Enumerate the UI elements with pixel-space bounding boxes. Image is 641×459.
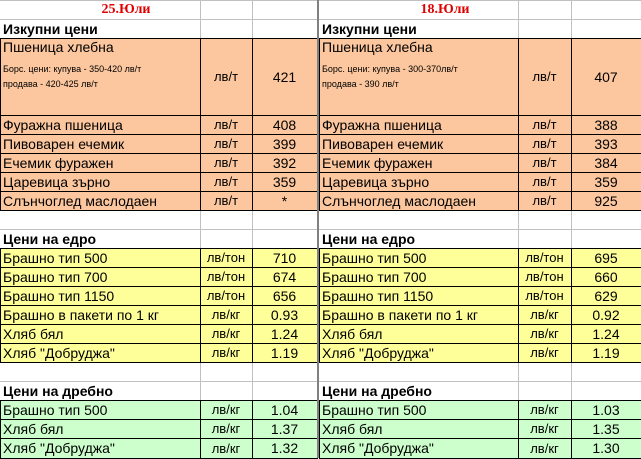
price-cell[interactable]: 388 — [594, 116, 618, 133]
item-name-cell[interactable]: Хляб "Добруджа" — [3, 440, 115, 456]
item-name-cell[interactable]: Фуражна пшеница — [3, 116, 123, 133]
item-name-cell[interactable]: Пивоварен ечемик — [3, 135, 125, 152]
price-cell[interactable]: 407 — [594, 68, 618, 85]
table-row — [0, 305, 317, 324]
table-row — [0, 229, 317, 248]
exchange-note-sell: продава - 420-425 лв/т — [3, 79, 98, 89]
table-row — [319, 267, 641, 286]
price-cell[interactable]: 1.24 — [270, 325, 299, 342]
item-name-cell[interactable]: Брашно тип 700 — [3, 268, 108, 285]
item-name-cell[interactable]: Брашно тип 500 — [3, 401, 108, 418]
price-cell[interactable]: 629 — [594, 287, 618, 304]
unit-cell[interactable]: лв/кг — [211, 440, 241, 456]
table-row — [0, 115, 317, 134]
unit-cell[interactable]: лв/тон — [525, 288, 564, 303]
table-row — [319, 362, 641, 381]
section-title[interactable]: Цени на едро — [3, 230, 97, 247]
item-name-cell[interactable]: Брашно тип 700 — [322, 268, 427, 285]
price-cell[interactable]: 399 — [272, 135, 297, 152]
unit-cell[interactable]: лв/тон — [525, 250, 564, 265]
table-row — [319, 210, 641, 229]
unit-cell[interactable]: лв/кг — [530, 421, 559, 436]
item-name-cell[interactable]: Царевица зърно — [3, 173, 111, 190]
price-cell[interactable]: 359 — [272, 173, 297, 190]
item-name-cell[interactable]: Хляб бял — [3, 325, 64, 342]
unit-cell[interactable]: лв/т — [532, 136, 557, 151]
item-name-cell[interactable]: Брашно тип 500 — [3, 249, 108, 266]
table-row — [319, 134, 641, 153]
table-row — [0, 419, 317, 438]
price-cell[interactable]: 674 — [272, 268, 297, 285]
item-name-cell[interactable]: Брашно тип 1150 — [3, 287, 115, 304]
table-row — [319, 400, 641, 419]
table-row — [0, 381, 317, 400]
table-row — [0, 19, 317, 38]
table-row — [319, 38, 641, 115]
price-cell[interactable]: 0.92 — [592, 306, 620, 323]
item-name-cell[interactable]: Хляб "Добруджа" — [322, 344, 434, 361]
unit-cell[interactable]: лв/кг — [211, 345, 241, 360]
unit-cell[interactable]: лв/т — [213, 69, 239, 84]
section-title[interactable]: Изкупни цени — [322, 20, 417, 37]
table-row — [319, 305, 641, 324]
item-name: Пшеница хлебна — [3, 39, 114, 55]
item-name-cell[interactable]: Слънчоглед маслодаен — [322, 192, 477, 209]
table-row — [319, 248, 641, 267]
table-row — [0, 172, 317, 191]
unit-cell[interactable]: лв/т — [213, 117, 239, 132]
price-cell[interactable]: 392 — [272, 154, 297, 171]
price-cell[interactable]: 359 — [594, 173, 618, 190]
unit-cell[interactable]: лв/тон — [206, 288, 246, 303]
section-title[interactable]: Цени на едро — [322, 230, 416, 247]
unit-cell[interactable]: лв/т — [532, 155, 557, 170]
unit-cell[interactable]: лв/тон — [525, 269, 564, 284]
price-cell[interactable]: 1.37 — [270, 420, 299, 437]
wheat-bread-cell[interactable] — [0, 38, 200, 115]
unit-cell[interactable]: лв/кг — [211, 402, 241, 417]
item-name-cell[interactable]: Хляб бял — [322, 420, 383, 437]
item-name-cell[interactable]: Ечемик фуражен — [322, 154, 433, 171]
unit-cell[interactable]: лв/кг — [530, 440, 559, 456]
table-row — [319, 419, 641, 438]
unit-cell[interactable]: лв/кг — [530, 345, 559, 360]
unit-cell[interactable]: лв/кг — [211, 421, 241, 436]
table-row — [0, 38, 317, 115]
price-cell[interactable]: 1.35 — [592, 420, 620, 437]
unit-cell[interactable]: лв/тон — [206, 269, 246, 284]
price-cell[interactable]: * — [281, 192, 288, 209]
item-name-cell[interactable]: Слънчоглед маслодаен — [3, 192, 158, 209]
unit-cell[interactable]: лв/кг — [211, 326, 241, 341]
unit-cell[interactable]: лв/т — [532, 174, 557, 189]
unit-cell[interactable]: лв/т — [213, 174, 239, 189]
price-cell[interactable]: 421 — [272, 68, 297, 85]
table-row — [319, 381, 641, 400]
item-name-cell[interactable]: Хляб "Добруджа" — [3, 344, 115, 361]
table-row — [0, 286, 317, 305]
price-cell[interactable]: 660 — [594, 268, 618, 285]
wheat-bread-cell[interactable] — [319, 38, 518, 115]
table-row — [319, 172, 641, 191]
item-name: Пшеница хлебна — [322, 39, 433, 55]
unit-cell[interactable]: лв/т — [213, 136, 239, 151]
price-cell[interactable]: 1.04 — [270, 401, 299, 418]
price-cell[interactable]: 384 — [594, 154, 618, 171]
price-cell[interactable]: 1.03 — [592, 401, 620, 418]
section-title[interactable]: Цени на дребно — [322, 382, 432, 399]
table-row — [319, 324, 641, 343]
table-row — [0, 248, 317, 267]
table-row — [0, 438, 317, 458]
unit-cell[interactable]: лв/тон — [206, 250, 246, 265]
table-row — [319, 343, 641, 362]
price-cell[interactable]: 710 — [272, 249, 297, 266]
table-row — [0, 343, 317, 362]
table-row — [319, 438, 641, 458]
table-row — [319, 153, 641, 172]
price-cell[interactable]: 408 — [272, 116, 297, 133]
date-header[interactable]: 18.Юли — [420, 1, 470, 17]
table-row — [319, 0, 641, 19]
price-cell[interactable]: 1.32 — [270, 440, 299, 456]
price-cell[interactable]: 1.30 — [592, 440, 620, 456]
price-cell[interactable]: 1.19 — [592, 344, 620, 361]
table-row — [0, 134, 317, 153]
section-title[interactable]: Цени на дребно — [3, 382, 113, 399]
item-name-cell[interactable]: Хляб бял — [3, 420, 64, 437]
table-row — [0, 0, 317, 19]
table-row — [319, 19, 641, 38]
table-row — [0, 362, 317, 381]
price-cell[interactable]: 1.24 — [592, 325, 620, 342]
price-cell[interactable]: 925 — [594, 192, 618, 209]
unit-cell[interactable]: лв/кг — [211, 307, 241, 322]
item-name-cell[interactable]: Пивоварен ечемик — [322, 135, 444, 152]
table-row — [0, 400, 317, 419]
unit-cell[interactable]: лв/т — [213, 193, 239, 208]
item-name-cell[interactable]: Брашно тип 1150 — [322, 287, 434, 304]
table-row — [319, 115, 641, 134]
table-row — [319, 286, 641, 305]
price-cell[interactable]: 695 — [594, 249, 618, 266]
table-row — [0, 267, 317, 286]
date-header[interactable]: 25.Юли — [101, 1, 151, 17]
unit-cell[interactable]: лв/т — [532, 193, 557, 208]
unit-cell[interactable]: лв/кг — [530, 326, 559, 341]
item-name-cell[interactable]: Брашно тип 500 — [322, 401, 427, 418]
item-name-cell[interactable]: Брашно в пакети по 1 кг — [322, 306, 478, 323]
item-name-cell[interactable]: Хляб "Добруджа" — [322, 440, 434, 456]
unit-cell[interactable]: лв/кг — [530, 402, 559, 417]
section-title[interactable]: Изкупни цени — [3, 20, 98, 37]
price-cell[interactable]: 0.93 — [270, 306, 299, 323]
table-row — [319, 191, 641, 210]
unit-cell[interactable]: лв/т — [532, 69, 557, 84]
price-cell[interactable]: 1.19 — [270, 344, 299, 361]
table-row — [0, 153, 317, 172]
unit-cell[interactable]: лв/т — [213, 155, 239, 170]
table-row — [0, 191, 317, 210]
price-cell[interactable]: 393 — [594, 135, 618, 152]
item-name-cell[interactable]: Брашно в пакети по 1 кг — [3, 306, 159, 323]
table-row — [0, 324, 317, 343]
item-name-cell[interactable]: Фуражна пшеница — [322, 116, 442, 133]
exchange-note-buy: Борс. цени: купува - 300-370лв/т — [322, 64, 458, 74]
item-name-cell[interactable]: Хляб бял — [322, 325, 383, 342]
exchange-note-buy: Борс. цени: купува - 350-420 лв/т — [3, 64, 142, 74]
item-name-cell[interactable]: Брашно тип 500 — [322, 249, 427, 266]
exchange-note-sell: продава - 390 лв/т — [322, 79, 399, 89]
item-name-cell[interactable]: Царевица зърно — [322, 173, 430, 190]
table-row — [0, 210, 317, 229]
unit-cell[interactable]: лв/кг — [530, 307, 559, 322]
price-cell[interactable]: 656 — [272, 287, 297, 304]
item-name-cell[interactable]: Ечемик фуражен — [3, 154, 114, 171]
table-row — [319, 229, 641, 248]
unit-cell[interactable]: лв/т — [532, 117, 557, 132]
